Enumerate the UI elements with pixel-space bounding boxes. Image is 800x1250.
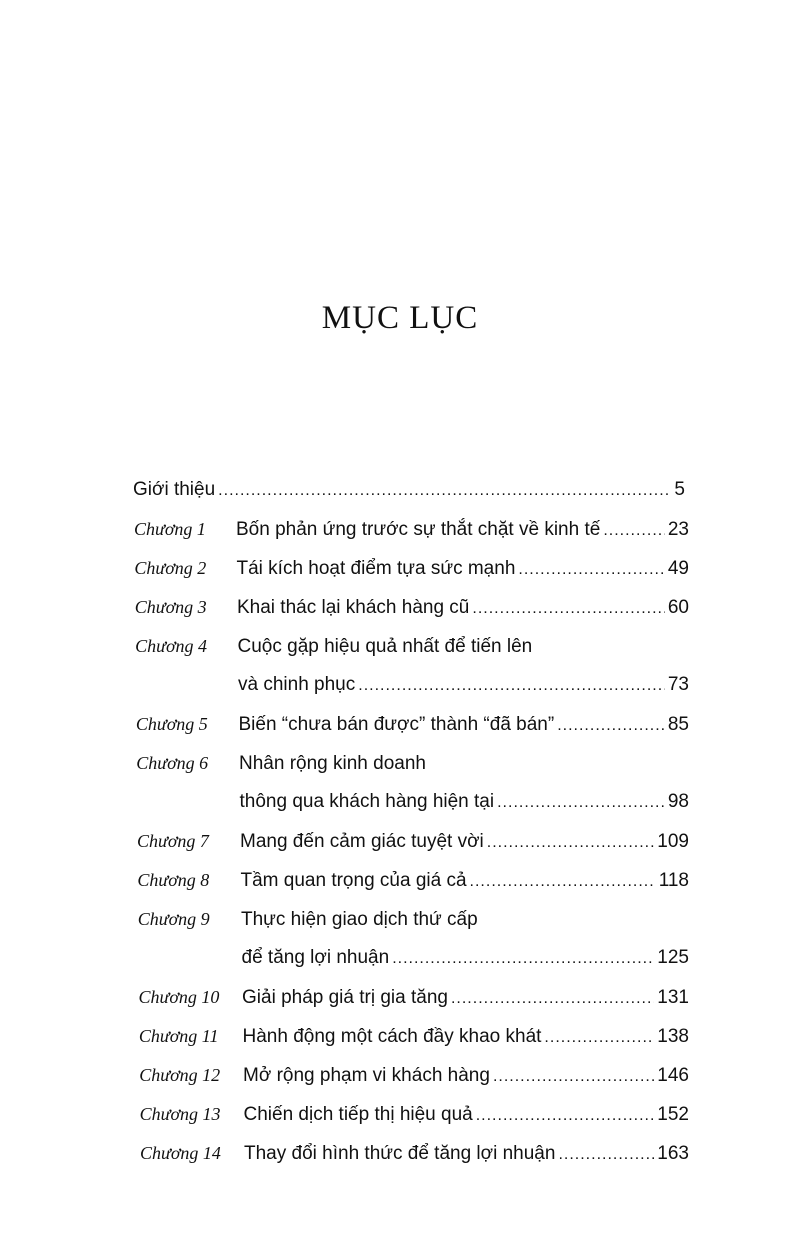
chapter-label: Chương 2 <box>134 558 207 578</box>
toc-page-number: 109 <box>657 831 689 852</box>
chapter-title: Thay đổi hình thức để tăng lợi nhuận <box>244 1143 556 1164</box>
chapter-title: Mang đến cảm giác tuyệt vời <box>240 831 484 852</box>
chapter-label: Chương 7 <box>137 831 209 851</box>
dot-leader <box>472 594 664 624</box>
toc-page-number: 60 <box>667 597 689 618</box>
toc-chapter-line <box>137 865 689 895</box>
toc-page-number: 125 <box>657 947 689 968</box>
toc-chapter-line <box>134 514 689 544</box>
toc-chapter-line <box>136 709 689 739</box>
toc-page-number: 5 <box>674 479 685 500</box>
toc-page-number: 23 <box>667 519 689 540</box>
chapter-title: Chiến dịch tiếp thị hiệu quả <box>243 1104 473 1125</box>
chapter-title: Tái kích hoạt điểm tựa sức mạnh <box>236 558 516 579</box>
chapter-label: Chương 13 <box>139 1104 221 1124</box>
toc-chapter-line <box>138 904 689 934</box>
chapter-label: Chương 6 <box>136 753 209 773</box>
toc-entry-intro <box>133 475 685 505</box>
toc-chapter-line <box>136 670 690 700</box>
chapter-title: Mở rộng phạm vi khách hàng <box>243 1065 490 1086</box>
toc-chapter-line <box>140 1138 689 1168</box>
chapter-title: Biến “chưa bán được” thành “đã bán” <box>238 714 555 735</box>
chapter-label: Chương 9 <box>137 909 210 929</box>
toc-page-number: 146 <box>657 1065 689 1086</box>
toc-page-number: 138 <box>657 1026 689 1047</box>
dot-leader <box>603 516 665 546</box>
toc-page-number: 131 <box>657 987 689 1008</box>
toc-page-number: 98 <box>667 791 689 812</box>
dot-leader <box>557 711 665 741</box>
toc-chapter-line <box>135 631 689 661</box>
chapter-title: Tầm quan trọng của giá cả <box>240 870 467 891</box>
chapter-title: và chinh phục <box>238 674 356 695</box>
chapter-label: Chương 11 <box>138 1026 219 1046</box>
chapter-label: Chương 14 <box>140 1143 221 1163</box>
toc-page-number: 73 <box>667 674 689 695</box>
chapter-title: Nhân rộng kinh doanh <box>239 753 426 774</box>
toc-chapter-line <box>136 748 689 778</box>
chapter-title: Khai thác lại khách hàng cũ <box>237 597 470 618</box>
toc-chapter-line <box>139 982 690 1012</box>
chapter-label: Chương 5 <box>135 714 208 734</box>
toc-page-number: 152 <box>657 1104 689 1125</box>
dot-leader <box>558 1140 654 1170</box>
dot-leader <box>544 1023 654 1053</box>
toc-chapter-line <box>137 826 689 856</box>
chapter-title: Thực hiện giao dịch thứ cấp <box>241 909 478 930</box>
toc-chapter-line <box>140 1099 689 1129</box>
toc-chapter-line <box>134 553 689 583</box>
toc-page-number: 118 <box>658 870 689 891</box>
dot-leader <box>358 671 665 701</box>
toc-chapter-line <box>138 943 689 973</box>
toc-page-number: 85 <box>667 714 689 735</box>
toc-page-number: 163 <box>657 1143 689 1164</box>
chapter-title: Bốn phản ứng trước sự thắt chặt về kinh tế <box>236 519 601 540</box>
toc-chapter-line <box>135 592 689 622</box>
toc-chapter-line <box>139 1021 689 1051</box>
toc-entry-text: Giới thiệu <box>133 479 216 500</box>
page-title: MỤC LỤC <box>321 300 479 336</box>
chapter-label: Chương 8 <box>137 870 210 890</box>
toc-chapter-line <box>137 787 689 817</box>
chapter-label: Chương 4 <box>135 636 208 656</box>
chapter-label: Chương 3 <box>134 597 207 617</box>
toc-chapter-line <box>139 1060 689 1090</box>
dot-leader <box>451 984 654 1014</box>
chapter-label: Chương 12 <box>139 1065 221 1085</box>
chapter-label: Chương 10 <box>138 987 220 1007</box>
chapter-title: Giải pháp giá trị gia tăng <box>242 987 448 1008</box>
dot-leader <box>392 944 654 974</box>
chapter-title: Hành động một cách đầy khao khát <box>242 1026 542 1047</box>
dot-leader <box>476 1101 655 1131</box>
toc-page-number: 49 <box>667 558 689 579</box>
chapter-title: thông qua khách hàng hiện tại <box>239 791 495 812</box>
dot-leader <box>518 555 664 585</box>
chapter-title: Cuộc gặp hiệu quả nhất để tiến lên <box>237 636 533 657</box>
dot-leader <box>493 1062 654 1092</box>
dot-leader <box>497 788 665 818</box>
chapter-title: để tăng lợi nhuận <box>241 947 390 968</box>
chapter-label: Chương 1 <box>134 519 206 539</box>
dot-leader <box>218 476 671 506</box>
dot-leader <box>470 867 656 897</box>
dot-leader <box>487 828 655 858</box>
